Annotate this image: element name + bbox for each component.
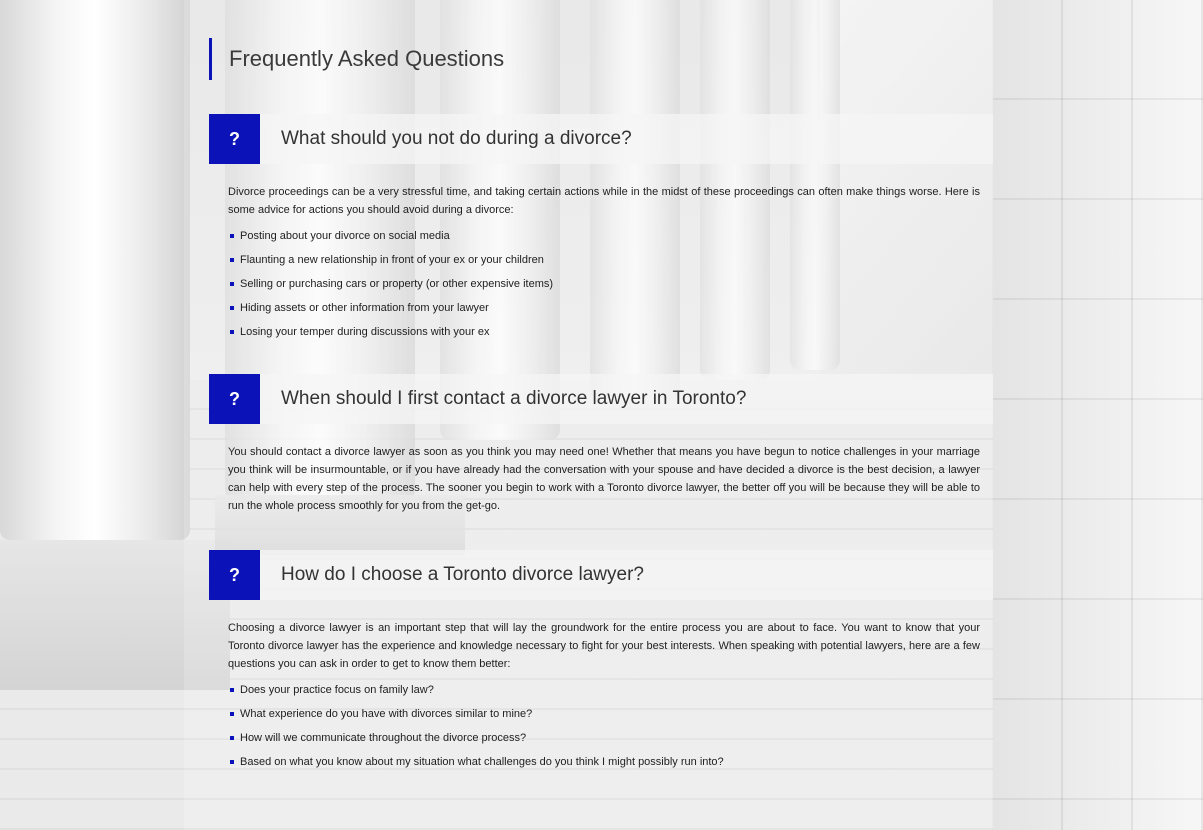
list-item: Posting about your divorce on social media <box>228 225 980 249</box>
question-mark-icon: ? <box>209 114 260 164</box>
page-title: Frequently Asked Questions <box>229 46 505 71</box>
faq-answer-3 <box>228 619 980 775</box>
list-item: Hiding assets or other information from your lawyer <box>228 297 980 321</box>
faq-answer-text: Divorce proceedings can be a very stressful time, and taking certain actions while in the midst of these proceedings can often make things worse. Here is some advice for actions you should avoid during a divorce: <box>228 186 980 216</box>
bullet-icon <box>230 306 234 310</box>
faq-answer-1 <box>228 183 980 345</box>
bullet-icon <box>230 712 234 716</box>
faq-answer-list <box>228 225 980 345</box>
faq-question-text: When should I first contact a divorce lawyer in Toronto? <box>281 388 747 409</box>
bullet-icon <box>230 736 234 740</box>
background-wall <box>993 0 1203 830</box>
list-item: Losing your temper during discussions with your ex <box>228 321 980 345</box>
list-item: Does your practice focus on family law? <box>228 679 980 703</box>
bullet-icon <box>230 282 234 286</box>
faq-heading-block <box>209 38 504 80</box>
faq-answer-text: Choosing a divorce lawyer is an important step that will lay the groundwork for the entire process you are about to face. You want to know that your Toronto divorce lawyer has the experience and knowledge necessary to fight for your best interests. When speaking with potential lawyers, here are a few questions you can ask in order to get to know them better: <box>228 622 980 670</box>
bullet-icon <box>230 330 234 334</box>
faq-answer-list <box>228 679 980 775</box>
list-item: Selling or purchasing cars or property (or other expensive items) <box>228 273 980 297</box>
question-mark-icon: ? <box>209 374 260 424</box>
bullet-icon <box>230 234 234 238</box>
list-item: Based on what you know about my situation what challenges do you think I might possibly run into? <box>228 751 980 775</box>
list-item: What experience do you have with divorces similar to mine? <box>228 703 980 727</box>
question-mark-icon: ? <box>209 550 260 600</box>
faq-question-3[interactable] <box>209 550 993 600</box>
faq-question-text: How do I choose a Toronto divorce lawyer? <box>281 564 644 585</box>
faq-answer-text: You should contact a divorce lawyer as soon as you think you may need one! Whether that means you have begun to notice challenges in your marriage you think will be insurmountable, or if you have already had the conversation with your spouse and have decided a divorce is the best decision, a lawyer can help with every step of the process. The sooner you begin to work with a Toronto divorce lawyer, the better off you will be because they will be able to run the whole process smoothly for you from the get-go. <box>228 446 980 512</box>
faq-question-1[interactable] <box>209 114 993 164</box>
faq-question-text: What should you not do during a divorce? <box>281 128 632 149</box>
background-column <box>0 0 190 540</box>
faq-answer-2 <box>228 443 980 515</box>
list-item: How will we communicate throughout the divorce process? <box>228 727 980 751</box>
bullet-icon <box>230 688 234 692</box>
bullet-icon <box>230 760 234 764</box>
faq-question-2[interactable] <box>209 374 993 424</box>
bullet-icon <box>230 258 234 262</box>
list-item: Flaunting a new relationship in front of your ex or your children <box>228 249 980 273</box>
